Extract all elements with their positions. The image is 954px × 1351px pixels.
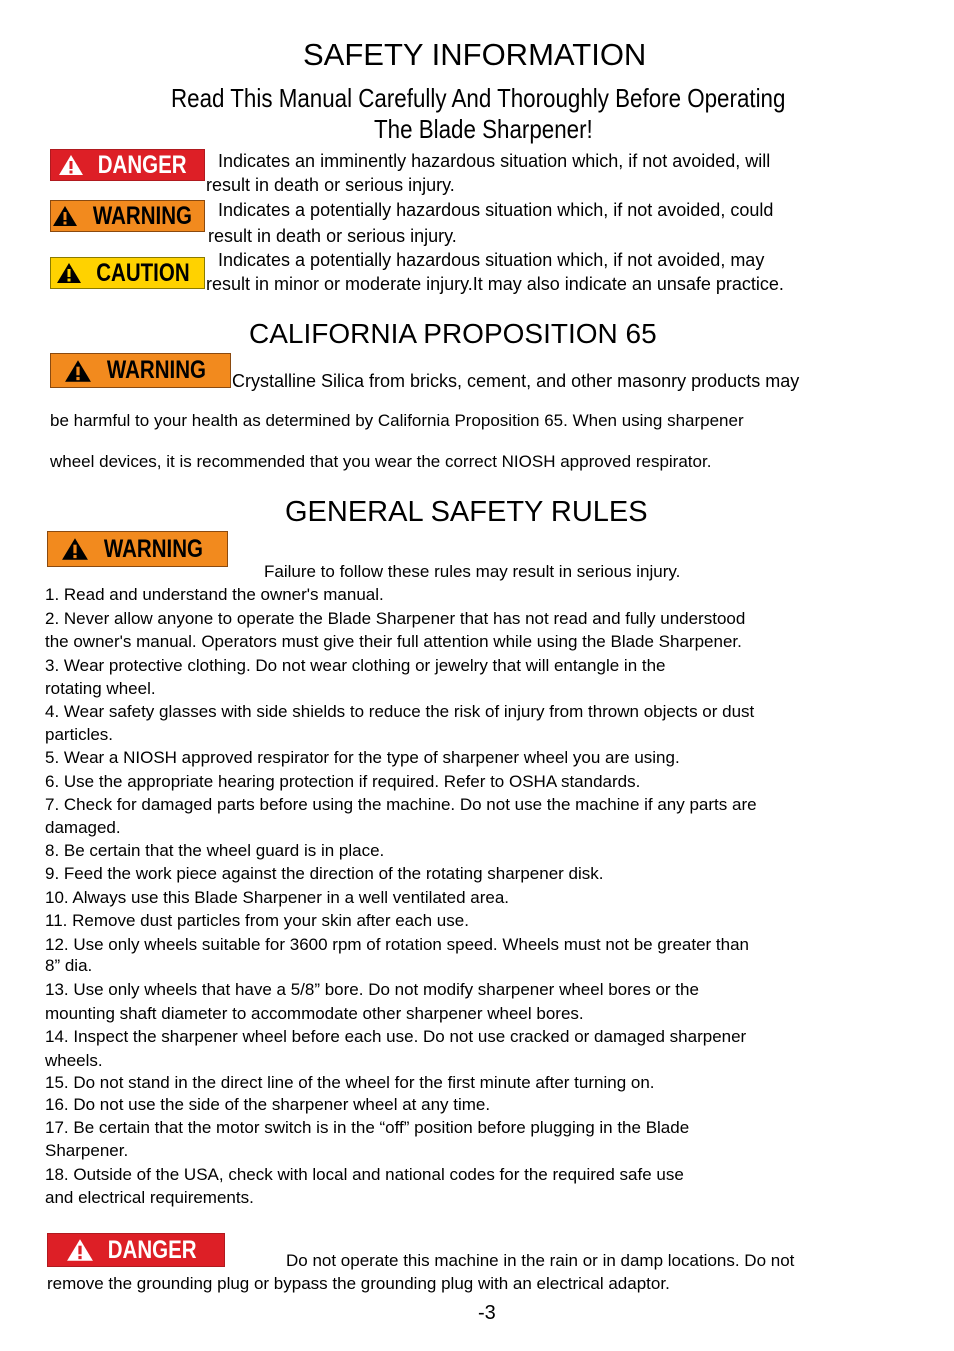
rule-line: the owner's manual. Operators must give their full attention while using the Blade Sharpener. xyxy=(45,632,742,651)
rule-line: 5. Wear a NIOSH approved respirator for the type of sharpener wheel you are using. xyxy=(45,748,680,767)
danger-sign xyxy=(50,149,205,181)
rule-line: 8” dia. xyxy=(45,956,93,975)
danger-description-line-1: Indicates an imminently hazardous situation which, if not avoided, will xyxy=(218,151,771,171)
prop65-warning-sign xyxy=(50,353,231,388)
warning-triangle-icon xyxy=(66,1238,94,1262)
caution-sign-label: CAUTION xyxy=(95,258,190,287)
page-number: -3 xyxy=(478,1302,496,1324)
warning-triangle-icon xyxy=(58,154,84,176)
rule-line: and electrical requirements. xyxy=(45,1188,254,1207)
rule-line: 2. Never allow anyone to operate the Blade Sharpener that has not read and fully understood xyxy=(45,609,746,628)
rule-line: 13. Use only wheels that have a 5/8” bore. Do not modify sharpener wheel bores or the xyxy=(45,980,699,999)
rule-line: 10. Always use this Blade Sharpener in a well ventilated area. xyxy=(45,888,509,907)
final-danger-line-1: Do not operate this machine in the rain or in damp locations. Do not xyxy=(286,1251,795,1270)
rule-line: 3. Wear protective clothing. Do not wear clothing or jewelry that will entangle in the xyxy=(45,656,666,675)
prop65-line-1: Crystalline Silica from bricks, cement, and other masonry products may xyxy=(232,371,800,391)
prop65-heading: CALIFORNIA PROPOSITION 65 xyxy=(249,318,657,349)
danger-description-line-2: result in death or serious injury. xyxy=(206,175,455,195)
warning-description-line-2: result in death or serious injury. xyxy=(208,226,457,246)
warning-triangle-icon xyxy=(64,359,92,383)
rule-line: 8. Be certain that the wheel guard is in place. xyxy=(45,841,385,860)
rule-line: rotating wheel. xyxy=(45,679,156,698)
warning-sign-label: WARNING xyxy=(92,201,193,230)
rule-line: 4. Wear safety glasses with side shields to reduce the risk of injury from thrown objects or dust xyxy=(45,702,755,721)
final-danger-label: DANGER xyxy=(107,1235,197,1264)
rule-line: 15. Do not stand in the direct line of the wheel for the first minute after turning on. xyxy=(45,1073,655,1092)
caution-description-line-2: result in minor or moderate injury.It may also indicate an unsafe practice. xyxy=(206,274,784,294)
general-warning-sign xyxy=(47,531,228,567)
general-warning-label: WARNING xyxy=(103,534,204,563)
final-danger-sign xyxy=(47,1233,225,1267)
rule-line: 1. Read and understand the owner's manual. xyxy=(45,585,384,604)
rule-line: 12. Use only wheels suitable for 3600 rpm of rotation speed. Wheels must not be greater than xyxy=(45,935,750,954)
warning-triangle-icon xyxy=(52,205,78,227)
rule-line: 6. Use the appropriate hearing protection if required. Refer to OSHA standards. xyxy=(45,772,641,791)
rule-line: wheels. xyxy=(45,1051,103,1070)
warning-triangle-icon xyxy=(56,262,82,284)
warning-description-line-1: Indicates a potentially hazardous situation which, if not avoided, could xyxy=(218,200,774,220)
rule-line: 18. Outside of the USA, check with local and national codes for the required safe use xyxy=(45,1165,684,1184)
rule-line: 11. Remove dust particles from your skin after each use. xyxy=(45,911,469,930)
rule-line: 16. Do not use the side of the sharpener wheel at any time. xyxy=(45,1095,491,1114)
final-danger-line-2: remove the grounding plug or bypass the grounding plug with an electrical adaptor. xyxy=(47,1274,670,1293)
warning-triangle-icon xyxy=(61,537,89,561)
warning-sign xyxy=(50,200,205,232)
prop65-line-3: wheel devices, it is recommended that you wear the correct NIOSH approved respirator. xyxy=(50,452,712,471)
rule-line: 17. Be certain that the motor switch is in the “off” position before plugging in the Blade xyxy=(45,1118,690,1137)
general-rules-heading: GENERAL SAFETY RULES xyxy=(285,496,648,528)
general-intro: Failure to follow these rules may result in serious injury. xyxy=(264,562,681,581)
rule-line: 7. Check for damaged parts before using the machine. Do not use the machine if any parts are xyxy=(45,795,757,814)
rule-line: mounting shaft diameter to accommodate other sharpener wheel bores. xyxy=(45,1004,584,1023)
caution-sign xyxy=(50,257,205,289)
rule-line: Sharpener. xyxy=(45,1141,129,1160)
prop65-warning-label: WARNING xyxy=(106,356,207,384)
prop65-line-2: be harmful to your health as determined by California Proposition 65. When using sharpener xyxy=(50,411,744,430)
rule-line: 14. Inspect the sharpener wheel before each use. Do not use cracked or damaged sharpener xyxy=(45,1027,747,1046)
caution-description-line-1: Indicates a potentially hazardous situation which, if not avoided, may xyxy=(218,250,765,270)
rule-line: particles. xyxy=(45,725,114,744)
rule-line: damaged. xyxy=(45,818,121,837)
subtitle-line-1: Read This Manual Carefully And Thoroughly Before Operating xyxy=(171,83,786,113)
subtitle-line-2: The Blade Sharpener! xyxy=(374,114,593,144)
page-title: SAFETY INFORMATION xyxy=(303,37,647,72)
danger-sign-label: DANGER xyxy=(98,150,187,179)
rule-line: 9. Feed the work piece against the direction of the rotating sharpener disk. xyxy=(45,864,604,883)
